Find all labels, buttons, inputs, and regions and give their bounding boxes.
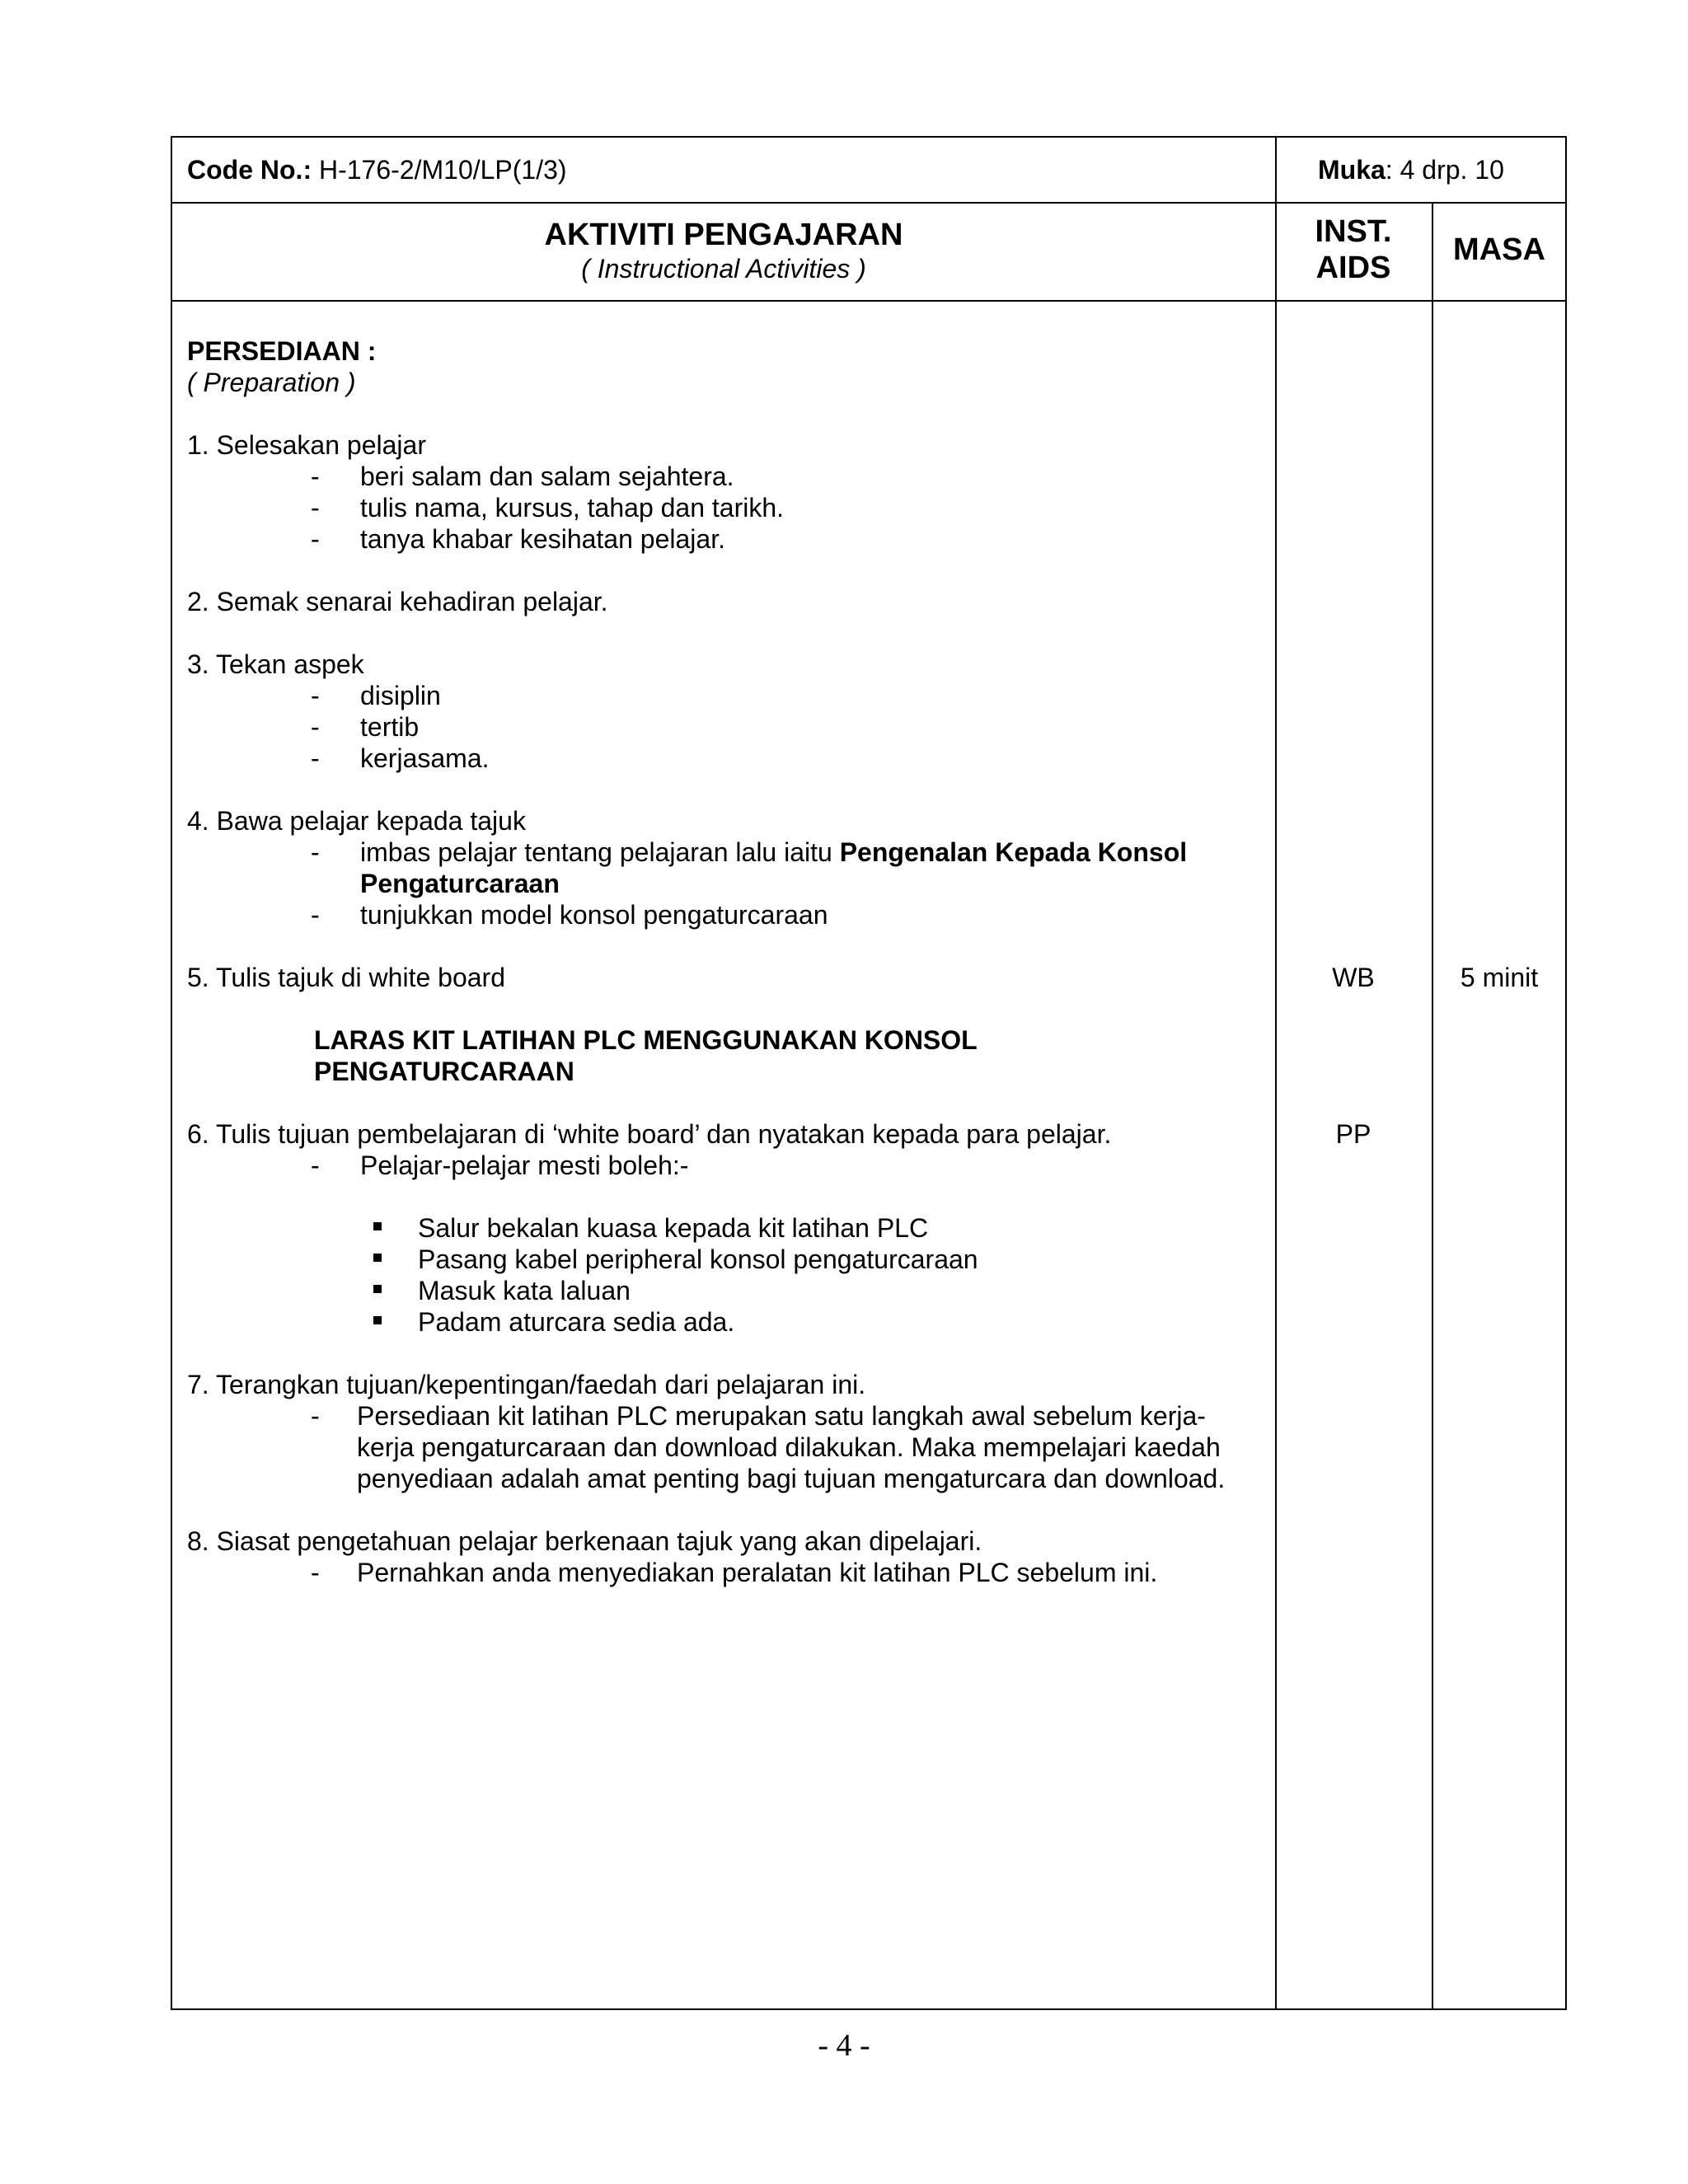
step-3-sub-2: tertib <box>360 712 420 742</box>
inst-aids-header-line1: INST. <box>1315 214 1392 249</box>
dash: - <box>311 900 320 930</box>
step-8: 8. Siasat pengetahuan pelajar berkenaan tajuk yang akan dipelajari. <box>187 1526 982 1556</box>
step-4-sub-1 <box>360 837 1187 868</box>
step-3-sub-1: disiplin <box>360 681 441 710</box>
dash: - <box>311 743 320 773</box>
dash: - <box>311 712 320 742</box>
objective-3: Masuk kata laluan <box>418 1276 631 1305</box>
step-7: 7. Terangkan tujuan/kepentingan/faedah dari pelajaran ini. <box>187 1370 866 1399</box>
aids-column-divider <box>1275 138 1277 2008</box>
page-label: Muka <box>1318 155 1386 185</box>
lesson-topic-line-1: LARAS KIT LATIHAN PLC MENGGUNAKAN KONSOL <box>314 1025 978 1055</box>
column-header-divider <box>172 300 1565 302</box>
step-6-aid: PP <box>1335 1119 1372 1149</box>
dash: - <box>311 493 320 523</box>
page-number <box>1318 154 1504 185</box>
previous-lesson-title-cont: Pengaturcaraan <box>360 869 560 898</box>
step-6: 6. Tulis tujuan pembelajaran di ‘white board’ dan nyatakan kepada para pelajar. <box>187 1119 1112 1149</box>
step-5-aid: WB <box>1332 963 1375 992</box>
step-1-sub-2: tulis nama, kursus, tahap dan tarikh. <box>360 493 785 523</box>
step-4: 4. Bawa pelajar kepada tajuk <box>187 806 526 836</box>
dash: - <box>311 1151 320 1180</box>
dash: - <box>311 524 320 554</box>
step-5-time: 5 minit <box>1460 963 1539 992</box>
step-8-sub: Pernahkan anda menyediakan peralatan kit latihan PLC sebelum ini. <box>357 1558 1158 1587</box>
bullet-square-icon <box>373 1254 382 1262</box>
section-subtitle: ( Preparation ) <box>187 368 356 397</box>
dash: - <box>311 837 320 867</box>
step-1-sub-3: tanya khabar kesihatan pelajar. <box>360 524 725 554</box>
step-7-para-line-1: Persediaan kit latihan PLC merupakan satu langkah awal sebelum kerja- <box>357 1401 1206 1431</box>
section-title: PERSEDIAAN : <box>187 336 377 366</box>
inst-aids-header-line2: AIDS <box>1315 251 1391 285</box>
step-3: 3. Tekan aspek <box>187 649 364 679</box>
activities-title: AKTIVITI PENGAJARAN <box>544 218 903 252</box>
step-2: 2. Semak senarai kehadiran pelajar. <box>187 587 608 616</box>
step-1-sub-1: beri salam dan salam sejahtera. <box>360 462 734 491</box>
code-value: H-176-2/M10/LP(1/3) <box>318 155 567 185</box>
step-5: 5. Tulis tajuk di white board <box>187 963 505 992</box>
header-divider <box>172 202 1565 204</box>
step-7-para-line-3: penyediaan adalah amat penting bagi tujuan mengaturcara dan download. <box>357 1464 1226 1493</box>
step-4-sub-2: tunjukkan model konsol pengaturcaraan <box>360 900 828 930</box>
step-1: 1. Selesakan pelajar <box>187 430 426 460</box>
previous-lesson-title: Pengenalan Kepada Konsol <box>839 837 1188 867</box>
bullet-square-icon <box>373 1316 382 1324</box>
objective-1: Salur bekalan kuasa kepada kit latihan PLC <box>418 1213 929 1243</box>
dash: - <box>311 1401 320 1431</box>
dash: - <box>311 1558 320 1587</box>
dash: - <box>311 462 320 491</box>
lesson-topic-line-2: PENGATURCARAAN <box>314 1057 574 1086</box>
time-header: MASA <box>1453 232 1545 267</box>
dash: - <box>311 681 320 710</box>
step-3-sub-3: kerjasama. <box>360 743 490 773</box>
bullet-square-icon <box>373 1285 382 1293</box>
page-value: : 4 drp. 10 <box>1385 155 1504 185</box>
step-7-para-line-2: kerja pengaturcaraan dan download dilakukan. Maka mempelajari kaedah <box>357 1432 1221 1462</box>
lesson-plan-table <box>171 136 1567 2010</box>
objective-4: Padam aturcara sedia ada. <box>418 1307 735 1337</box>
step-6-sub: Pelajar-pelajar mesti boleh:- <box>360 1151 689 1180</box>
bullet-square-icon <box>373 1222 382 1230</box>
code-label: Code No.: <box>187 155 312 185</box>
page-footer: - 4 - <box>818 2028 870 2063</box>
objective-2: Pasang kabel peripheral konsol pengaturcaraan <box>418 1244 978 1274</box>
code-number <box>187 154 567 185</box>
step-4-sub-1-text: imbas pelajar tentang pelajaran lalu iaitu <box>360 837 840 867</box>
time-column-divider <box>1432 202 1433 2008</box>
activities-subtitle: ( Instructional Activities ) <box>581 254 866 284</box>
